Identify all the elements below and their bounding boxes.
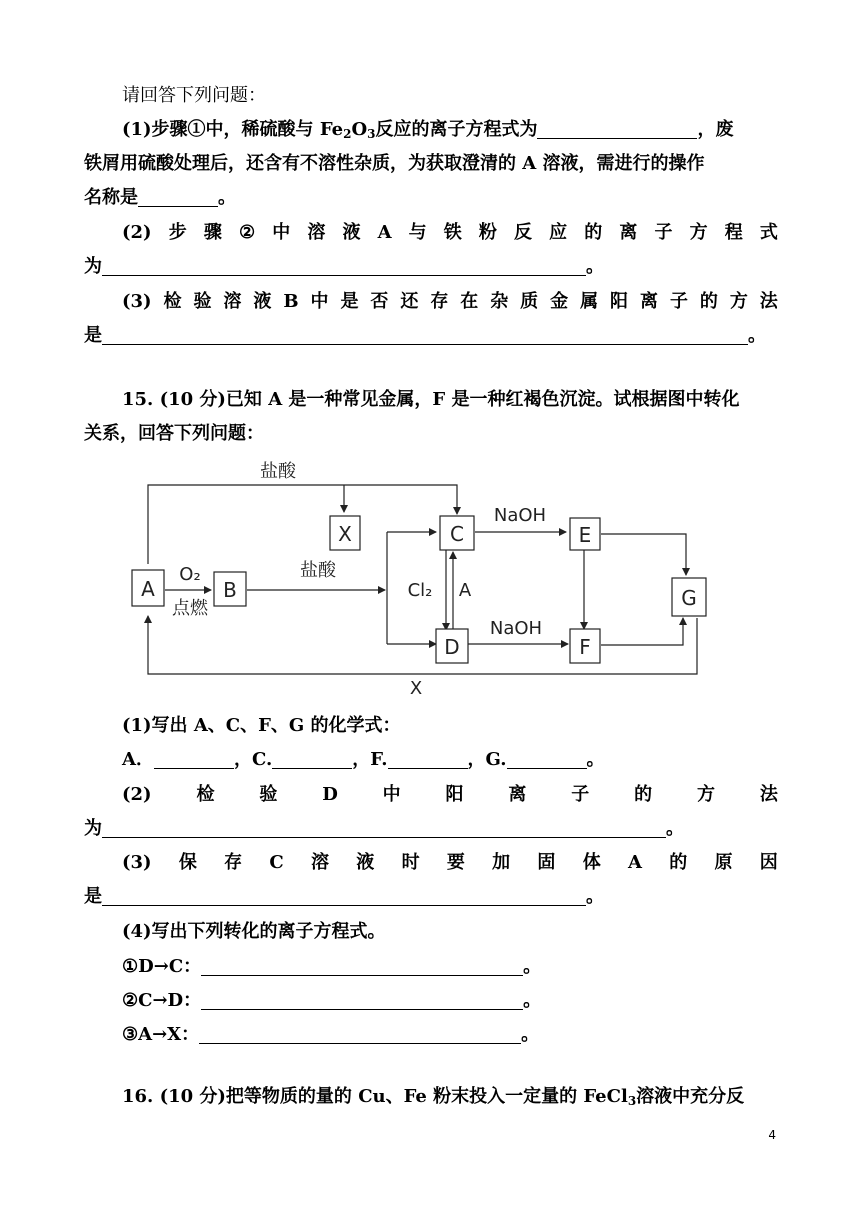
- answer-blank[interactable]: [388, 750, 468, 769]
- page-number: 4: [768, 1128, 776, 1142]
- spaced-char: 检: [196, 784, 215, 805]
- node-f-label: F: [579, 635, 591, 659]
- q16-heading: 16. (10 分)把等物质的量的 Cu、Fe 粉末投入一定量的 FeCl$_3$溶液中充分反: [122, 1086, 745, 1108]
- spaced-char: 粉: [478, 222, 497, 243]
- answer-blank[interactable]: [102, 326, 748, 345]
- label-cl2: Cl₂: [407, 580, 433, 601]
- spaced-char: 的: [699, 291, 718, 312]
- spaced-char: 方: [729, 291, 748, 312]
- spaced-char: 的: [584, 222, 603, 243]
- spaced-char: 因: [759, 852, 778, 873]
- answer-blank[interactable]: [537, 120, 697, 139]
- answer-blank[interactable]: [199, 1025, 521, 1044]
- label-naoh-top: NaOH: [493, 505, 547, 526]
- q14-part1-line2: 铁屑用硫酸处理后，还含有不溶性杂质，为获取澄清的 A 溶液，需进行的操作: [84, 153, 705, 174]
- spaced-char: A: [377, 222, 392, 243]
- q15-part4-item1: ①D→C： 。: [122, 956, 542, 977]
- spaced-char: 否: [370, 291, 389, 312]
- label-hcl-mid: 盐酸: [300, 560, 336, 581]
- spaced-char: 固: [537, 852, 556, 873]
- spaced-char: (3): [122, 291, 152, 312]
- answer-blank[interactable]: [102, 819, 666, 838]
- spaced-char: 子: [669, 291, 688, 312]
- spaced-char: 体: [582, 852, 601, 873]
- spaced-char: 子: [571, 784, 590, 805]
- spaced-char: 液: [342, 222, 361, 243]
- spaced-char: 式: [759, 222, 778, 243]
- spaced-char: 属: [580, 291, 599, 312]
- answer-blank[interactable]: [507, 750, 587, 769]
- spaced-char: (2): [122, 784, 152, 805]
- spaced-char: 应: [549, 222, 568, 243]
- reaction-diagram: [120, 452, 720, 702]
- node-a-label: A: [141, 577, 155, 601]
- spaced-char: A: [627, 852, 642, 873]
- spaced-char: 步: [168, 222, 187, 243]
- spaced-char: 程: [724, 222, 743, 243]
- q15-part1-line2: A． ，C. ，F. ，G. 。: [122, 749, 605, 770]
- q14-part2-line1: [122, 220, 778, 246]
- spaced-char: 杂: [490, 291, 509, 312]
- spaced-char: 在: [460, 291, 479, 312]
- spaced-char: 还: [400, 291, 419, 312]
- q15-part4-line1: (4)写出下列转化的离子方程式。: [122, 921, 386, 942]
- spaced-char: 检: [163, 291, 182, 312]
- spaced-char: 法: [759, 291, 778, 312]
- q15-part3-line2: 是 。: [84, 886, 604, 907]
- spaced-char: (3): [122, 852, 152, 873]
- spaced-char: 的: [634, 784, 653, 805]
- spaced-char: 法: [759, 784, 778, 805]
- spaced-char: 反: [514, 222, 533, 243]
- node-b-label: B: [223, 578, 237, 602]
- spaced-char: 是: [340, 291, 359, 312]
- spaced-char: 溶: [311, 852, 330, 873]
- spaced-char: C: [269, 852, 284, 873]
- spaced-char: 离: [639, 291, 658, 312]
- answer-blank[interactable]: [154, 750, 234, 769]
- spaced-char: 验: [193, 291, 212, 312]
- arrow-a-to-c: [148, 485, 457, 564]
- q15-part2-line2: 为 。: [84, 818, 684, 839]
- label-a-reagent: A: [458, 580, 472, 601]
- q15-part1-line1: (1)写出 A、C、F、G 的化学式：: [122, 715, 401, 736]
- spaced-char: 液: [356, 852, 375, 873]
- q15-part4-item2: ②C→D： 。: [122, 990, 542, 1011]
- spaced-char: 阳: [610, 291, 629, 312]
- spaced-char: D: [322, 784, 338, 805]
- spaced-char: 中: [310, 291, 329, 312]
- node-c-label: C: [450, 522, 464, 546]
- spaced-char: 存: [430, 291, 449, 312]
- answer-blank[interactable]: [201, 957, 523, 976]
- label-ignite: 点燃: [172, 598, 208, 619]
- spaced-char: 中: [382, 784, 401, 805]
- spaced-char: ②: [238, 222, 256, 243]
- node-g-label: G: [681, 586, 697, 610]
- q14-part3-line2: 是 。: [84, 325, 766, 346]
- label-naoh-bottom: NaOH: [489, 618, 543, 639]
- spaced-char: 验: [259, 784, 278, 805]
- spaced-char: 加: [492, 852, 511, 873]
- spaced-char: 原: [714, 852, 733, 873]
- spaced-char: 的: [669, 852, 688, 873]
- node-d-label: D: [444, 635, 460, 659]
- answer-blank[interactable]: [102, 887, 586, 906]
- spaced-char: 子: [654, 222, 673, 243]
- spaced-char: 铁: [443, 222, 462, 243]
- q15-heading-line2: 关系，回答下列问题：: [84, 423, 264, 444]
- arrow-e-to-g: [601, 534, 686, 575]
- spaced-char: 存: [224, 852, 243, 873]
- spaced-char: 金: [550, 291, 569, 312]
- spaced-char: 中: [272, 222, 291, 243]
- node-e-label: E: [578, 523, 592, 547]
- spaced-char: 方: [689, 222, 708, 243]
- q14-part1-line1: (1)步骤①中，稀硫酸与 $Fe_2O_3$反应的离子方程式为 ，废: [122, 119, 734, 141]
- spaced-char: 溶: [223, 291, 242, 312]
- spaced-char: 质: [520, 291, 539, 312]
- spaced-char: 离: [619, 222, 638, 243]
- spaced-char: 与: [408, 222, 427, 243]
- q15-heading-line1: 15. (10 分)已知 A 是一种常见金属，F 是一种红褐色沉淀。试根据图中转化: [122, 389, 740, 410]
- label-hcl-top: 盐酸: [260, 461, 296, 482]
- spaced-char: 液: [253, 291, 272, 312]
- q15-part4-item3: ③A→X： 。: [122, 1024, 540, 1045]
- spaced-char: 时: [401, 852, 420, 873]
- label-o2: O₂: [179, 564, 201, 585]
- spaced-char: 骤: [203, 222, 222, 243]
- q14-part2-line2: 为 。: [84, 256, 604, 277]
- q14-part3-line1: [122, 289, 778, 315]
- node-x-label: X: [338, 522, 352, 546]
- spaced-char: 方: [697, 784, 716, 805]
- q15-part3-line1: [122, 850, 778, 876]
- spaced-char: 阳: [445, 784, 464, 805]
- answer-blank[interactable]: [102, 257, 586, 276]
- spaced-char: (2): [122, 222, 152, 243]
- arrow-f-to-g: [601, 618, 683, 645]
- answer-blank[interactable]: [201, 991, 523, 1010]
- spaced-char: 溶: [307, 222, 326, 243]
- spaced-char: B: [283, 291, 299, 312]
- intro-text: 请回答下列问题：: [122, 85, 266, 106]
- spaced-char: 保: [178, 852, 197, 873]
- label-x-bottom: X: [409, 678, 423, 699]
- spaced-char: 离: [508, 784, 527, 805]
- q14-part1-line3: 名称是 。: [84, 187, 236, 208]
- answer-blank[interactable]: [272, 750, 352, 769]
- answer-blank[interactable]: [138, 188, 218, 207]
- q15-part2-line1: [122, 782, 778, 808]
- spaced-char: 要: [446, 852, 465, 873]
